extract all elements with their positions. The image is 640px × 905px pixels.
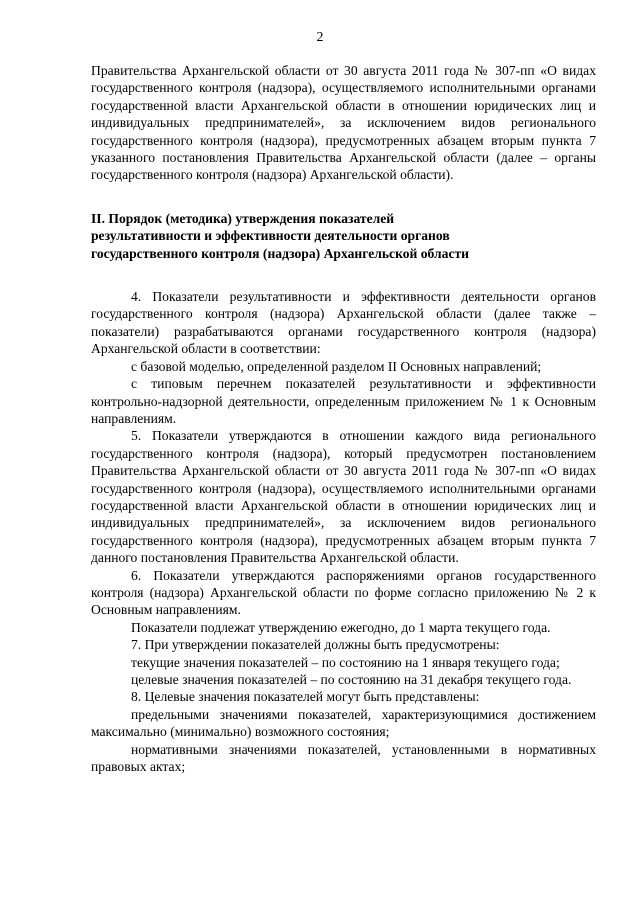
section-heading-line-1: II. Порядок (методика) утверждения показателей: [91, 210, 395, 226]
paragraph-4-item-2: с типовым перечнем показателей результативности и эффективности контрольно-надзорной деятельности, определенным приложением № 1 к Основным направлениям.: [91, 376, 596, 426]
section-heading-line-2: результативности и эффективности деятельности органов: [91, 228, 450, 244]
paragraph-4-item-1: с базовой моделью, определенной разделом II Основных направлений;: [131, 358, 542, 374]
document-body: [91, 62, 596, 775]
paragraph-8: 8. Целевые значения показателей могут быть представлены:: [131, 689, 480, 705]
paragraph-7: 7. При утверждении показателей должны быть предусмотрены:: [131, 637, 500, 653]
paragraph-7-item-1: текущие значения показателей – по состоянию на 1 января текущего года;: [131, 654, 560, 670]
paragraph-5: 5. Показатели утверждаются в отношении каждого вида регионального государственного контроля (надзора), который предусмотрен постановлением Правительства Архангельской области от 30 августа 2011 года № 307-пп «О видах государственного контроля (надзора), осуществляемого исполнительными органами государственной власти Архангельской области в отношении юридических лиц и индивидуальных предпринимателей», за исключением видов регионального государственного контроля (надзора), предусмотренных абзацем вторым пункта 7 данного постановления Правительства Архангельской области.: [91, 428, 596, 566]
paragraph-4: 4. Показатели результативности и эффективности деятельности органов государственного контроля (надзора) Архангельской области (далее также – показатели) разрабатываются органами государственного контроля (надзора) Архангельской области в соответствии:: [91, 289, 596, 357]
paragraph-6-note: Показатели подлежат утверждению ежегодно, до 1 марта текущего года.: [131, 619, 551, 635]
page-number: 2: [316, 30, 324, 45]
paragraph-8-item-1: предельными значениями показателей, характеризующимися достижением максимально (минимально) возможного состояния;: [91, 706, 596, 740]
paragraph-6: 6. Показатели утверждаются распоряжениями органов государственного контроля (надзора) Архангельской области по форме согласно приложению № 2 к Основным направлениям.: [91, 567, 596, 618]
intro-paragraph: Правительства Архангельской области от 30 августа 2011 года № 307-пп «О видах государственного контроля (надзора), осуществляемого исполнительными органами государственной власти Архангельской области в отношении юридических лиц и индивидуальных предпринимателей», за исключением видов регионального государственного контроля (надзора), предусмотренных абзацем вторым пункта 7 указанного постановления Правительства Архангельской области (далее – органы государственного контроля (надзора) Архангельской области).: [91, 63, 596, 183]
section-heading-line-3: государственного контроля (надзора) Архангельской области: [91, 245, 469, 261]
paragraph-8-item-2: нормативными значениями показателей, установленными в нормативных правовых актах;: [91, 741, 596, 775]
paragraph-7-item-2: целевые значения показателей – по состоянию на 31 декабря текущего года.: [131, 672, 572, 687]
